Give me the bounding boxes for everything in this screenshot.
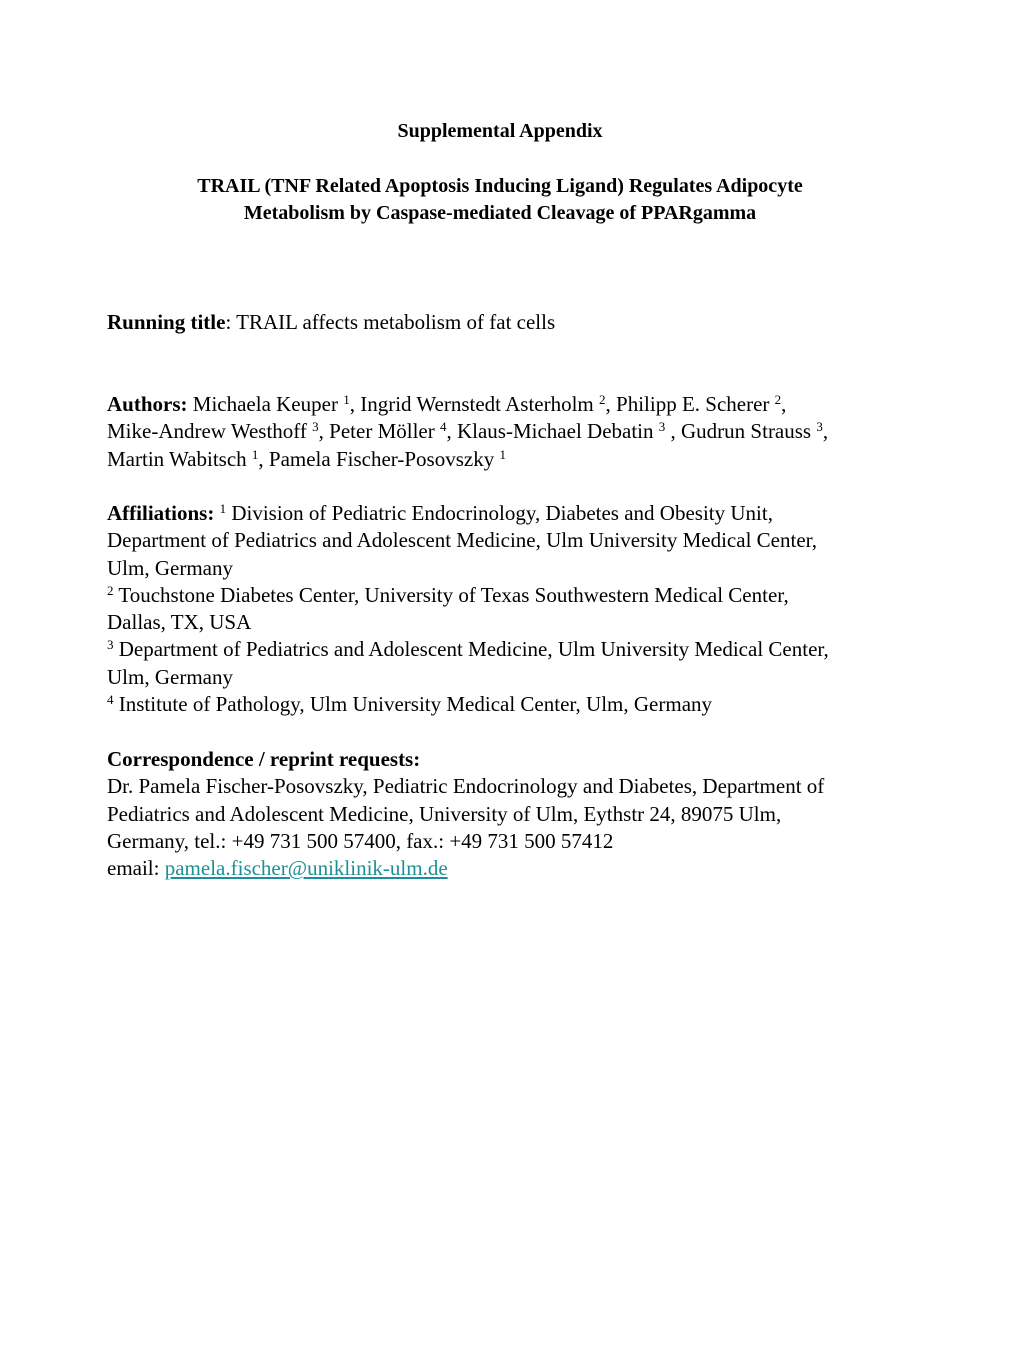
author-affiliation-number: 2 — [599, 392, 606, 407]
author-affiliation-number: 2 — [774, 392, 782, 407]
author-name: Peter Möller — [323, 419, 440, 444]
running-title-label: Running title — [107, 310, 226, 334]
author-name: Martin Wabitsch — [107, 446, 252, 471]
author-name: Pamela Fischer-Posovszky — [263, 446, 500, 471]
affiliations-block — [107, 500, 907, 718]
author-name: Ingrid Wernstedt Asterholm — [354, 392, 600, 416]
affiliation-text: Division of Pediatric Endocrinology, Diabetes and Obesity Unit, — [226, 501, 773, 525]
affiliation-line — [107, 582, 907, 609]
affiliation-line: Department of Pediatrics and Adolescent Medicine, Ulm University Medical Center, — [107, 528, 818, 553]
affiliation-line: Dallas, TX, USA — [107, 610, 252, 635]
author-name: Mike-Andrew Westhoff — [107, 419, 313, 444]
email-line — [107, 855, 907, 882]
author-separator: , — [665, 419, 676, 444]
affiliation-number: 2 — [107, 582, 114, 598]
affiliation-line — [107, 636, 907, 663]
author-separator: , — [258, 446, 264, 471]
authors-block — [107, 391, 907, 473]
affiliations-label: Affiliations: — [107, 501, 215, 525]
affiliation-line — [107, 500, 907, 527]
correspondence-line: Germany, tel.: +49 731 500 57400, fax.: +49 731 500 57412 — [107, 828, 614, 853]
paper-title-line-1: TRAIL (TNF Related Apoptosis Inducing Ligand) Regulates Adipocyte — [197, 175, 803, 197]
author-separator: , — [349, 392, 355, 416]
author-separator: , — [822, 419, 829, 444]
paper-title-line-2: Metabolism by Caspase-mediated Cleavage of PPARgamma — [243, 202, 757, 224]
affiliation-line — [107, 691, 907, 718]
affiliation-text: Institute of Pathology, Ulm University Medical Center, Ulm, Germany — [113, 692, 713, 717]
running-title-value: : TRAIL affects metabolism of fat cells — [225, 310, 556, 334]
author-affiliation-number: 1 — [251, 446, 259, 462]
correspondence-block — [107, 746, 907, 882]
author-separator: , — [446, 419, 452, 444]
affiliation-text: Touchstone Diabetes Center, University of Texas Southwestern Medical Center, — [113, 582, 789, 607]
author-affiliation-number: 4 — [439, 419, 447, 435]
correspondence-line: Dr. Pamela Fischer-Posovszky, Pediatric Endocrinology and Diabetes, Department of — [107, 774, 825, 799]
supplement-label: Supplemental Appendix — [397, 120, 603, 142]
affiliation-number: 4 — [107, 692, 114, 708]
affiliation-number: 3 — [107, 637, 114, 653]
author-separator: , — [318, 419, 324, 444]
author-name: Michaela Keuper — [187, 392, 344, 416]
email-label: email: — [107, 856, 165, 881]
author-affiliation-number: 1 — [499, 446, 506, 462]
running-title — [107, 309, 907, 336]
paper-title — [0, 173, 1000, 227]
author-affiliation-number: 3 — [312, 419, 319, 435]
affiliation-text: Department of Pediatrics and Adolescent Medicine, Ulm University Medical Center, — [113, 637, 829, 662]
authors-label: Authors: — [107, 392, 188, 416]
author-affiliation-number: 3 — [816, 419, 823, 435]
authors-line-3 — [107, 446, 907, 473]
author-affiliation-number: 3 — [658, 419, 666, 435]
author-name: Gudrun Strauss — [675, 419, 817, 444]
affiliation-line: Ulm, Germany — [107, 555, 233, 580]
author-separator: , — [605, 392, 611, 416]
affiliation-number: 1 — [219, 501, 227, 516]
author-name: Klaus-Michael Debatin — [451, 419, 659, 444]
authors-line-2 — [107, 418, 907, 445]
affiliation-line: Ulm, Germany — [107, 664, 233, 689]
email-link[interactable]: pamela.fischer@uniklinik-ulm.de — [164, 856, 448, 881]
author-separator: , — [781, 392, 787, 416]
correspondence-label: Correspondence / reprint requests: — [107, 747, 421, 771]
author-name: Philipp E. Scherer — [610, 392, 775, 416]
authors-line-1 — [107, 391, 907, 418]
correspondence-line: Pediatrics and Adolescent Medicine, University of Ulm, Eythstr 24, 89075 Ulm, — [107, 801, 782, 826]
author-affiliation-number: 1 — [343, 392, 350, 407]
